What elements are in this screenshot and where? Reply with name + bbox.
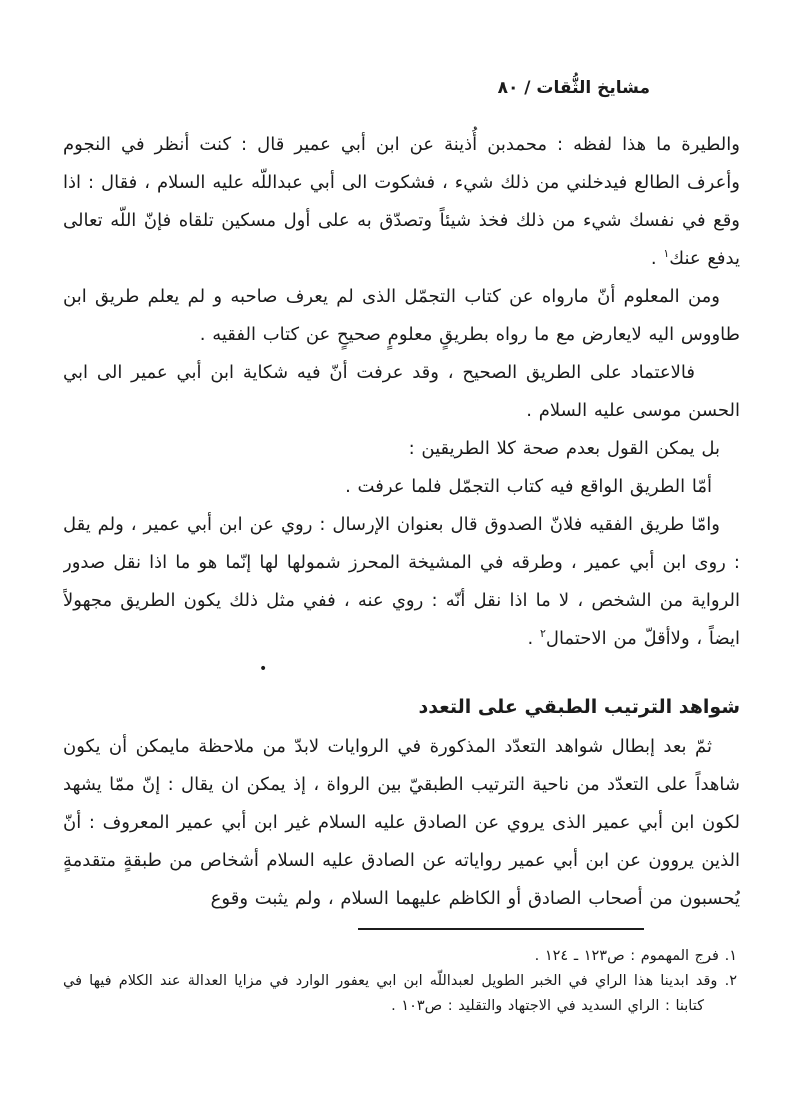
footnotes-block (63, 944, 737, 1019)
paragraph-text: أمّا الطريق الواقع فيه كتاب التجمّل فلما عرفت . (345, 476, 712, 497)
paragraph-faqih-path (63, 506, 740, 658)
paragraph-text: بل يمكن القول بعدم صحة كلا الطريقين : (408, 438, 720, 459)
body-text-block (63, 126, 740, 922)
footnote-1: ١. فرج المهموم : ص١٢٣ ـ ١٢٤ . (534, 948, 737, 964)
footnote-2: ٢. وقد ابدينا هذا الراي في الخبر الطويل لعبداللّه ابن ابي يعفور الوارد في مزايا العدالة عند الكلام فيها في كتابنا : الراي السديد في الاجتهاد والتقليد : ص١٠٣ . (63, 973, 737, 1014)
paragraph-tabaqi-argument (63, 728, 740, 918)
page-header-title-and-number: مشايخ الثُّقات / ٨٠ (497, 78, 650, 98)
paragraph-text: وامّا طريق الفقيه فلانّ الصدوق قال بعنوان الإرسال : روي عن ابن أبي عمير ، ولم يقل : روى ابن أبي عمير ، وطرقه في المشيخة المحرز شمولها لها إنّما هو ما اذا نقل صدور الرواية من الشخص ، لا ما اذا نقل أنّه : روي عنه ، ففي مثل ذلك يكون الطريق مجهولاً ايضاً ، ولاأقلّ من الاحتمال (63, 514, 740, 649)
paragraph-tira-narration (63, 126, 740, 278)
paragraph-known-fact (63, 278, 740, 354)
paragraph-both-paths-invalid (63, 430, 740, 468)
paragraph-text: ثمّ بعد إبطال شواهد التعدّد المذكورة في الروايات لابدّ من ملاحظة مايمكن أن يكون شاهداً على التعدّد من ناحية الترتيب الطبقيّ بين الرواة ، إذ يمكن ان يقال : إنّ ممّا يشهد لكون ابن أبي عمير الذى يروي عن الصادق عليه السلام غير ابن أبي عمير المعروف : أنّ الذين يروون عن ابن أبي عمير رواياته عن الصادق عليه السلام أشخاص من طبقةٍ متقدمةٍ يُحسبون من أصحاب الصادق أو الكاظم عليهما السلام ، ولم يثبت وقوع (63, 736, 740, 909)
footnote-ref-1: ١ (663, 247, 670, 260)
paragraph-reliance-on-sahih-path (63, 354, 740, 430)
footnote-divider-rule (358, 928, 644, 930)
paragraph-tail: . (527, 628, 540, 649)
section-heading-tabaqi-evidence: شواهد الترتيب الطبقي على التعدد (418, 696, 740, 718)
section-break-row (63, 658, 740, 684)
paragraph-text: والطيرة ما هذا لفظه : محمدبن أُذينة عن ابن أبي عمير قال : كنت أنظر في النجوم وأعرف الطالع فيدخلني من ذلك شيء ، فشكوت الى أبي عبداللّه عليه السلام ، فقال : اذا وقع في نفسك شيء من ذلك فخذ شيئاً وتصدّق به على أول مسكين تلقاه فإنّ اللّه تعالى يدفع عنك (63, 134, 740, 269)
paragraph-text: فالاعتماد على الطريق الصحيح ، وقد عرفت أنّ فيه شكاية ابن أبي عمير الى ابي الحسن موسى عليه السلام . (63, 362, 740, 421)
paragraph-tajammul-path (63, 468, 740, 506)
section-divider-dot: • (259, 661, 268, 677)
paragraph-text: ومن المعلوم أنّ مارواه عن كتاب التجمّل الذى لم يعرف صاحبه و لم يعلم طريق ابن طاووس اليه لايعارض مع ما رواه بطريقٍ معلومٍ صحيحٍ عن كتاب الفقيه . (63, 286, 740, 345)
paragraph-tail: . (650, 248, 664, 269)
footnote-ref-2: ٢ (539, 627, 546, 640)
